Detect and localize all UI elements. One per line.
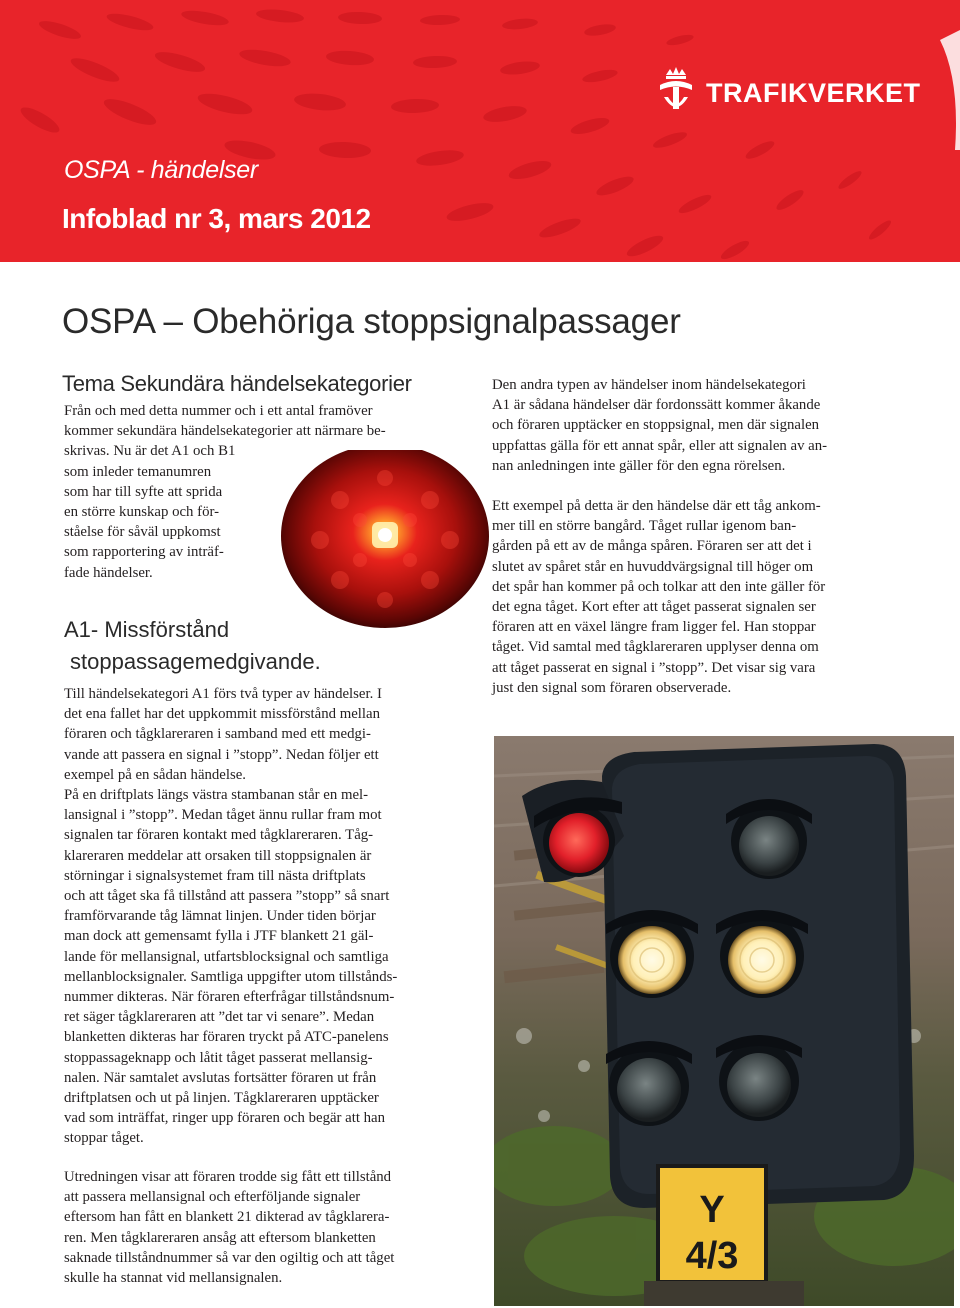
text-line: saknade tillståndnummer så var den ogiltig och att tåget xyxy=(64,1249,395,1266)
text-line: Ett exempel på detta är den händelse där ett tåg ankom- xyxy=(492,498,821,514)
sign-line2: 4/3 xyxy=(685,1235,739,1277)
text-line: ret säger tågklareraren att ”det tar vi senare”. Medan xyxy=(64,1009,375,1026)
right-paragraph-2 xyxy=(492,496,825,698)
text-line: stoppassageknapp och låtit tåget passerat mellansig- xyxy=(64,1049,373,1066)
text-line: det ena fallet har det uppkommit missförstånd mellan xyxy=(64,706,380,723)
text-line: nalen. När samtalet avslutas fortsätter föraren ut från xyxy=(64,1069,377,1086)
text-line: föraren och tågklareraren i samband med ett medgi- xyxy=(64,726,371,743)
text-line: uppfattas gälla för ett annat spår, eller att signalen av an- xyxy=(492,437,828,454)
conclusion-paragraph xyxy=(64,1167,394,1288)
text-line: framförvarande tåg lämnat linjen. Under tiden börjar xyxy=(64,908,376,925)
text-line: Från och med detta nummer och i ett antal framöver xyxy=(64,403,373,419)
text-line: föraren att en växel längre fram ligger fel. Han stoppar xyxy=(492,619,816,636)
text-line: ståelse för såväl uppkomst xyxy=(64,524,221,541)
text-line: kommer sekundära händelsekategorier att närmare be- xyxy=(64,423,386,440)
text-line: klareraren meddelar att orsaken till stoppsignalen är xyxy=(64,847,372,864)
text-line: och att tåget ska få tillstånd att passera ”stopp” så snart xyxy=(64,888,390,905)
text-line: som rapportering av inträf- xyxy=(64,544,224,561)
text-line: exempel på en sådan händelse. xyxy=(64,766,247,783)
header-banner xyxy=(0,0,960,262)
trafikverket-logo xyxy=(656,66,926,120)
text-line: mellanblocksignaler. Samtliga uppgifter utom tillstånds- xyxy=(64,968,398,985)
text-line: tåget. Vid samtal med tågklareraren upplyser denna om xyxy=(492,639,819,656)
text-line: På en driftplats längs västra stambanan står en mel- xyxy=(64,787,369,804)
text-line: skrivas. Nu är det A1 och B1 xyxy=(64,443,236,460)
page-title: OSPA – Obehöriga stoppsignalpassager xyxy=(62,302,681,341)
theme-heading: Tema Sekundära händelsekategorier xyxy=(62,371,412,396)
text-line: A1 är sådana händelser där fordonssätt kommer åkande xyxy=(492,397,821,414)
text-line: lande för mellansignal, utfartsblocksignal och samtliga xyxy=(64,948,389,965)
text-line: som har till syfte att sprida xyxy=(64,483,223,500)
text-line: gården på ett av de många spåren. Föraren ser att det i xyxy=(492,538,812,555)
series-title: OSPA - händelser xyxy=(64,156,258,184)
text-line: Den andra typen av händelser inom händelsekategori xyxy=(492,377,806,393)
text-line: att tåget passerat en signal i ”stopp”. Det visar sig vara xyxy=(492,659,816,676)
a1-heading-line2: stoppassagemedgivande. xyxy=(70,649,321,674)
text-line: fade händelser. xyxy=(64,564,153,581)
text-line: det egna tåget. Kort efter att tåget passerat signalen ser xyxy=(492,599,816,616)
text-line: skulle ha stannat vid mellansignalen. xyxy=(64,1270,283,1287)
text-line: lansignal i ”stopp”. Medan tåget ännu rullar fram mot xyxy=(64,807,382,824)
text-line: blanketten dikteras har föraren tryckt på ATC-panelens xyxy=(64,1029,389,1046)
text-line: eftersom han fått en blankett 21 dikterad av tågklarera- xyxy=(64,1209,390,1226)
a1-heading xyxy=(64,614,321,678)
text-line: vande att passera en signal i ”stopp”. Nedan följer ett xyxy=(64,746,379,763)
text-line: ren. Men tågklareraren ansåg att eftersom blanketten xyxy=(64,1229,376,1246)
text-line: slutet av spåret står en huvuddvärgsignal till höger om xyxy=(492,558,814,575)
text-line: vad som inträffat, ringer upp föraren och begär att han xyxy=(64,1110,386,1127)
text-line: som inleder temanumren xyxy=(64,463,212,480)
red-signal-lamp-image xyxy=(280,450,490,630)
text-line: och föraren upptäcker en stoppsignal, men där signalen xyxy=(492,417,820,434)
text-line: man dock att gemensamt fylla i JTF blankett 21 gäl- xyxy=(64,928,374,945)
text-line: driftplatsen och ut på linjen. Tågklareraren upptäcker xyxy=(64,1090,379,1107)
text-line: signalen tar föraren kontakt med tågklareraren. Tåg- xyxy=(64,827,374,844)
text-line: att passera mellansignal och efterföljande signaler xyxy=(64,1189,361,1206)
logo-wordmark: TRAFIKVERKET xyxy=(706,77,921,108)
railway-signal-photo xyxy=(494,736,954,1306)
sign-line1: Y xyxy=(699,1189,725,1231)
text-line: Till händelsekategori A1 förs två typer av händelser. I xyxy=(64,686,382,702)
text-line: det spår han kommer på och tolkar att den inte gäller för xyxy=(492,578,826,595)
text-line: en större kunskap och för- xyxy=(64,504,220,521)
text-line: störningar i signalsystemet fram till nästa driftplats xyxy=(64,867,366,884)
text-line: stoppar tåget. xyxy=(64,1130,144,1147)
text-line: nan anledningen inte gäller för den egna rörelsen. xyxy=(492,457,786,474)
a1-heading-line1: A1- Missförstånd xyxy=(64,617,230,642)
text-line: nummer dikteras. När föraren efterfrågar tillståndsnum- xyxy=(64,989,395,1006)
issue-title: Infoblad nr 3, mars 2012 xyxy=(62,203,371,234)
text-line: mer till en större bangård. Tåget rullar igenom ban- xyxy=(492,518,797,535)
text-line: Utredningen visar att föraren trodde sig fått ett tillstånd xyxy=(64,1169,392,1185)
crown-t-logo-icon xyxy=(656,65,696,122)
body-paragraph xyxy=(64,684,397,1149)
text-line: just den signal som föraren observerade. xyxy=(492,679,732,696)
right-paragraph-1 xyxy=(492,375,827,476)
